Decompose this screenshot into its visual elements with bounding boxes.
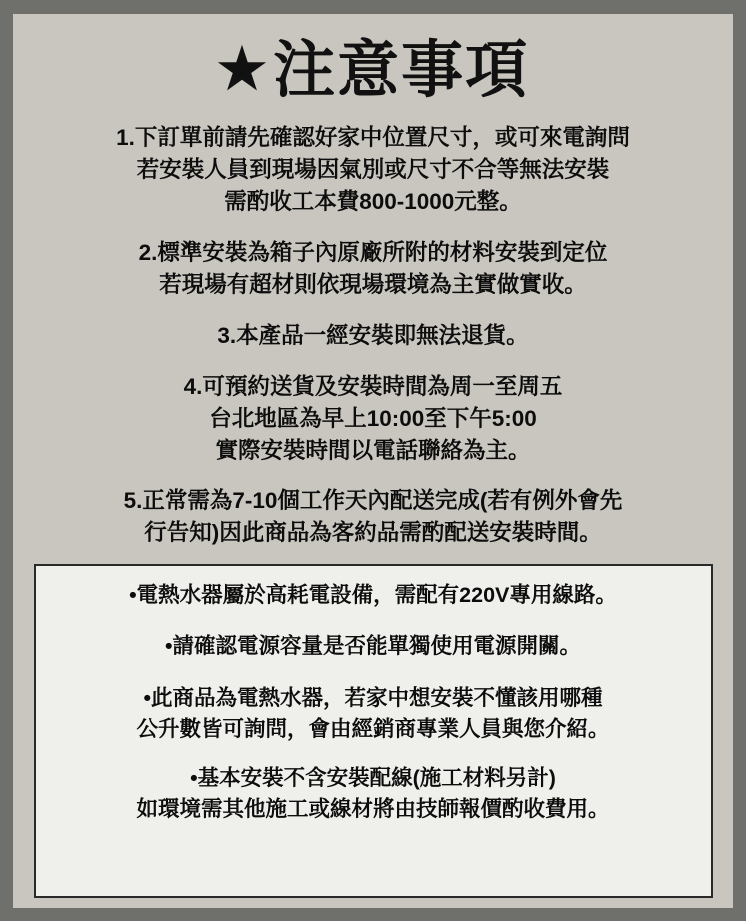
notice-line: 2.標準安裝為箱子內原廠所附的材料安裝到定位: [138, 239, 608, 265]
star-icon: ★: [216, 37, 270, 100]
notice-line: 實際安裝時間以電話聯絡為主。: [215, 437, 531, 463]
notice-line: 台北地區為早上10:00至下午5:00: [209, 405, 537, 431]
list-item: [37, 320, 709, 352]
page-title-text: 注意事項: [273, 36, 530, 105]
notice-line: 行告知)因此商品為客約品需酌配送安裝時間。: [144, 520, 602, 546]
list-item: [37, 237, 709, 301]
list-item: [37, 371, 709, 467]
notice-list: [23, 122, 723, 564]
notice-line: 5.正常需為7-10個工作天內配送完成(若有例外會先: [123, 488, 623, 514]
notice-line: 1.下訂單前請先確認好家中位置尺寸，或可來電詢問: [116, 125, 630, 150]
highlight-line: •基本安裝不含安裝配線(施工材料另計): [190, 766, 556, 790]
highlight-line: 如環境需其他施工或線材將由技師報價酌收費用。: [136, 797, 610, 822]
list-item: [46, 683, 701, 745]
list-item: [46, 631, 701, 662]
highlight-line: •此商品為電熱水器，若家中想安裝不懂該用哪種: [143, 685, 603, 710]
notice-line: 若安裝人員到現場因氣別或尺寸不合等無法安裝: [136, 156, 610, 182]
highlight-box: [34, 564, 713, 898]
list-item: [46, 763, 701, 825]
highlight-line: •電熱水器屬於高耗電設備，需配有220V專用線路。: [129, 583, 617, 608]
notice-line: 若現場有超材則依現場環境為主實做實收。: [159, 271, 587, 297]
list-item: [46, 580, 701, 611]
notice-sheet: [13, 14, 733, 908]
notice-line: 4.可預約送貨及安裝時間為周一至周五: [183, 373, 563, 399]
notice-line: 3.本產品一經安裝即無法退貨。: [217, 322, 529, 348]
list-item: [37, 122, 709, 218]
notice-line: 需酌收工本費800-1000元整。: [224, 188, 522, 214]
highlight-line: 公升數皆可詢問，會由經銷商專業人員與您介紹。: [136, 716, 610, 741]
highlight-line: •請確認電源容量是否能單獨使用電源開關。: [164, 634, 582, 659]
list-item: [37, 485, 709, 549]
page-title: [216, 36, 530, 105]
